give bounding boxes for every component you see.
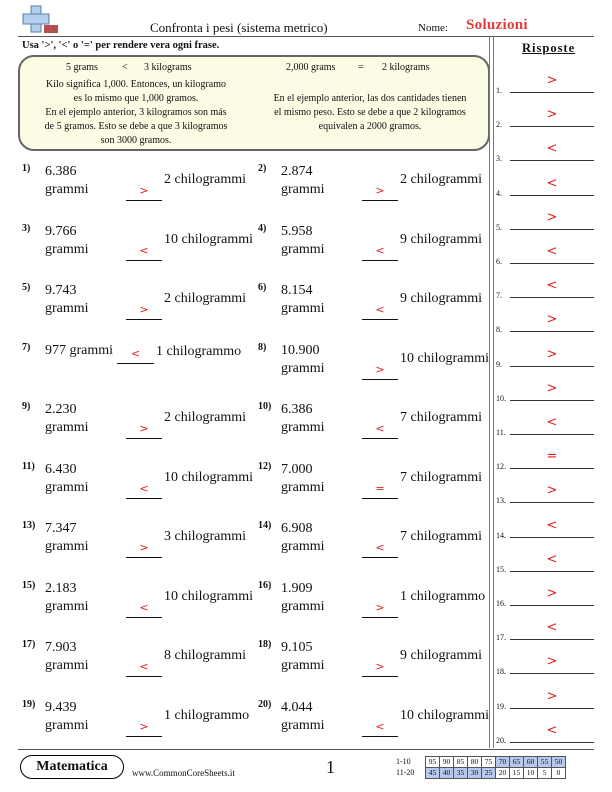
problem-left-value: 7.903 [45, 640, 77, 655]
problem-answer: > [139, 422, 149, 435]
answer-value: = [546, 449, 558, 465]
problem-answer: < [375, 719, 385, 733]
problem-left-unit: grammi [281, 658, 325, 673]
score-cell: 45 [426, 768, 440, 779]
answer-value: > [546, 688, 558, 704]
problem-left-value: 1.909 [281, 580, 313, 596]
problem-left-unit: grammi [45, 420, 89, 435]
score-cell: 15 [510, 768, 524, 779]
problem-answer: > [139, 184, 149, 197]
header-divider [18, 36, 594, 37]
page-number: 1 [326, 757, 335, 777]
answer-line [510, 502, 594, 503]
problem-right-value: 7 chilogrammi [400, 469, 483, 485]
answer-blank[interactable] [126, 736, 162, 737]
problem-left-value: 977 grammi [45, 342, 114, 358]
answer-line [510, 605, 594, 606]
answer-number: 2. [496, 120, 502, 130]
answer-blank[interactable] [362, 557, 398, 558]
problem-right-value: 8 chilogrammi [164, 648, 247, 663]
score-cell: 5 [538, 768, 552, 779]
problem-left-unit: grammi [45, 658, 89, 673]
problem-number: 14) [258, 520, 272, 531]
problem-left-value: 7.000 [281, 461, 313, 477]
problem-left-value: 9.743 [45, 283, 77, 298]
problem-left-value: 6.386 [281, 402, 313, 417]
example-left-a: 5 grams [66, 62, 98, 73]
score-cell: 55 [538, 757, 552, 768]
score-cell: 25 [482, 768, 496, 779]
problem-number: 5) [22, 282, 31, 293]
problem-left-value: 4.044 [281, 699, 313, 715]
answer-number: 15. [496, 564, 506, 574]
problem-answer: < [375, 541, 385, 554]
answer-number: 14. [496, 530, 506, 540]
answer-number: 17. [496, 633, 506, 643]
score-cell: 10 [524, 768, 538, 779]
problem-answer: > [375, 362, 385, 376]
answer-number: 16. [496, 599, 506, 608]
problem-number: 13) [22, 520, 36, 531]
answer-blank[interactable] [362, 260, 398, 261]
problem-left-value: 10.900 [281, 342, 320, 358]
problem-answer: < [139, 243, 149, 257]
problem-right-value: 3 chilogrammi [164, 529, 247, 544]
answer-number: 12. [496, 462, 506, 472]
problem-left-unit: grammi [45, 717, 89, 733]
answer-blank[interactable] [362, 736, 398, 737]
score-cell: 50 [552, 757, 566, 768]
problem-left-value: 9.439 [45, 699, 77, 715]
problem-right-value: 2 chilogrammi [164, 291, 247, 306]
answer-blank[interactable] [126, 319, 162, 320]
problem-answer: < [375, 303, 385, 316]
worksheet-title: Confronta i pesi (sistema metrico) [150, 20, 328, 35]
score-cell: 40 [440, 768, 454, 779]
example-right-explanation: En el ejemplo anterior, las dos cantidades tienen el mismo peso. Esto se debe a que 2 kilogramos equivalen a 2000 gramos. [273, 93, 467, 132]
answer-value: > [546, 107, 558, 123]
answer-number: 10. [496, 393, 506, 403]
problem-left-value: 7.347 [45, 521, 77, 536]
score-row-label: 1-10 [396, 757, 411, 766]
problem-left-unit: grammi [281, 182, 325, 197]
answer-line [510, 160, 594, 161]
problem-right-value: 7 chilogrammi [400, 529, 483, 544]
problem-left-unit: grammi [45, 241, 89, 257]
instructions: Usa '>', '<' o '=' per rendere vera ogni frase. [22, 40, 220, 51]
subject-badge: Matematica [20, 755, 124, 779]
problem-right-value: 10 chilogrammi [400, 350, 490, 366]
answer-blank[interactable] [362, 676, 398, 677]
column-divider-left [489, 36, 490, 748]
problem-left-unit: grammi [281, 539, 325, 554]
problem-number: 16) [258, 579, 272, 591]
answer-line [510, 92, 594, 93]
score-cell: 70 [496, 757, 510, 768]
answer-value: < [546, 551, 558, 567]
answer-value: < [546, 722, 558, 738]
answer-value: > [546, 380, 558, 396]
answer-value: < [546, 278, 558, 294]
answer-line [510, 537, 594, 538]
problem-answer: < [139, 600, 149, 614]
problem-answer: > [139, 541, 149, 554]
problem-number: 10) [258, 401, 272, 412]
problem-answer: < [139, 481, 149, 495]
answer-value: > [546, 312, 558, 328]
answer-line [510, 468, 594, 469]
problem-answer: < [139, 660, 149, 673]
score-row-label: 11-20 [396, 768, 415, 777]
problem-left-value: 2.874 [281, 164, 313, 179]
name-value: Soluzioni [466, 17, 528, 33]
problem-right-value: 10 chilogrammi [164, 588, 254, 604]
answer-line [510, 708, 594, 709]
answer-number: 8. [496, 325, 502, 335]
score-cell: 30 [468, 768, 482, 779]
problem-number: 15) [22, 579, 36, 591]
score-row [426, 768, 566, 779]
problem-left-unit: grammi [281, 241, 325, 257]
problem-left-value: 6.386 [45, 164, 77, 179]
problem-number: 18) [258, 639, 272, 650]
answer-line [510, 366, 594, 367]
problem-right-value: 1 chilogrammo [400, 588, 486, 604]
answer-value: > [546, 483, 558, 499]
answer-line [510, 571, 594, 572]
problem-answer: < [375, 243, 385, 257]
problem-right-value: 9 chilogrammi [400, 291, 483, 306]
answer-number: 13. [496, 496, 506, 506]
problem-left-unit: grammi [45, 539, 89, 554]
problem-number: 7) [22, 341, 31, 353]
answer-value: > [546, 346, 558, 362]
answer-blank[interactable] [126, 200, 162, 201]
problem-answer: > [375, 184, 385, 197]
answer-number: 4. [496, 188, 502, 198]
problem-number: 19) [22, 698, 36, 710]
problem-left-value: 6.430 [45, 461, 77, 477]
answer-blank[interactable] [117, 363, 154, 364]
answer-blank[interactable] [362, 617, 398, 618]
problem-number: 2) [258, 163, 267, 174]
answer-line [510, 331, 594, 332]
example-right-a: 2,000 grams [286, 62, 336, 73]
example-box [18, 55, 490, 151]
problem-left-unit: grammi [45, 479, 89, 495]
problem-number: 4) [258, 222, 267, 234]
problem-left-value: 5.958 [281, 223, 313, 239]
problem-number: 6) [258, 282, 267, 293]
score-cell: 65 [510, 757, 524, 768]
answer-line [510, 297, 594, 298]
problem-left-value: 2.183 [45, 580, 77, 596]
answer-value: < [546, 244, 558, 259]
problem-left-unit: grammi [281, 420, 325, 435]
problem-right-value: 2 chilogrammi [164, 172, 247, 187]
answer-line [510, 742, 594, 743]
problem-number: 9) [22, 401, 31, 412]
problem-answer: > [375, 600, 385, 614]
answer-blank[interactable] [126, 438, 162, 439]
answer-line [510, 434, 594, 435]
problem-number: 11) [22, 460, 35, 472]
answer-number: 6. [496, 257, 502, 266]
answer-value: < [546, 415, 558, 430]
answer-value: > [546, 586, 558, 601]
score-cell: 85 [454, 757, 468, 768]
problem-left-value: 6.908 [281, 521, 313, 536]
answer-blank[interactable] [362, 200, 398, 201]
problem-right-value: 10 chilogrammi [164, 231, 254, 247]
score-cell: 95 [426, 757, 440, 768]
answer-blank[interactable] [362, 319, 398, 320]
problem-right-value: 9 chilogrammi [400, 231, 483, 247]
answer-line [510, 400, 594, 401]
answer-value: < [546, 620, 558, 636]
answer-blank[interactable] [126, 498, 162, 499]
problem-right-value: 1 chilogrammo [156, 343, 242, 359]
example-left-explanation: Kilo significa 1,000. Entonces, un kilogramo es lo mismo que 1,000 gramos. En el ejemplo anterior, 3 kilogramos son más de 5 gramos. Esto se debe a que 3 kilogramos son 3000 gramos. [44, 79, 228, 146]
problem-left-unit: grammi [281, 598, 325, 614]
answers-title: Risposte [522, 41, 576, 55]
score-cell: 80 [468, 757, 482, 768]
problem-right-value: 9 chilogrammi [400, 648, 483, 663]
answer-blank[interactable] [362, 438, 398, 439]
answer-number: 18. [496, 667, 506, 677]
answer-line [510, 639, 594, 640]
answer-value: < [546, 175, 558, 191]
problem-left-unit: grammi [281, 717, 325, 733]
answer-number: 5. [496, 222, 502, 232]
answer-blank[interactable] [126, 557, 162, 558]
answer-line [510, 195, 594, 196]
answer-line [510, 126, 594, 127]
answer-line [510, 263, 594, 264]
problem-right-value: 10 chilogrammi [164, 469, 254, 485]
answer-blank[interactable] [126, 676, 162, 677]
footer-url: www.CommonCoreSheets.it [132, 768, 235, 778]
example-left-op: < [122, 62, 128, 73]
answer-number: 11. [496, 428, 506, 437]
problem-right-value: 2 chilogrammi [164, 410, 247, 425]
problem-left-unit: grammi [45, 182, 89, 197]
score-cell: 75 [482, 757, 496, 768]
answer-value: < [546, 517, 558, 533]
problem-answer: < [375, 422, 385, 435]
problem-number: 8) [258, 341, 267, 353]
problem-number: 20) [258, 698, 272, 710]
answer-number: 20. [496, 735, 506, 745]
answer-blank[interactable] [362, 498, 398, 499]
answer-line [510, 673, 594, 674]
problem-left-unit: grammi [45, 301, 89, 316]
problem-number: 1) [22, 163, 31, 174]
answer-line [510, 229, 594, 230]
problem-answer: < [130, 346, 141, 360]
answer-number: 3. [496, 154, 502, 164]
score-row [426, 757, 566, 768]
problem-left-value: 9.766 [45, 223, 77, 239]
answer-value: > [546, 654, 558, 670]
score-table [425, 756, 566, 779]
problem-number: 17) [22, 639, 36, 650]
score-cell: 60 [524, 757, 538, 768]
answer-number: 9. [496, 359, 502, 369]
score-cell: 0 [552, 768, 566, 779]
score-cell: 35 [454, 768, 468, 779]
problem-right-value: 1 chilogrammo [164, 707, 250, 723]
problem-left-unit: grammi [281, 360, 325, 376]
problem-left-value: 9.105 [281, 640, 313, 655]
problem-answer: > [139, 719, 149, 733]
answer-number: 1. [496, 86, 502, 95]
answer-number: 19. [496, 701, 506, 711]
answer-number: 7. [496, 291, 502, 301]
example-right-b: 2 kilograms [382, 62, 430, 73]
footer-divider [18, 749, 594, 750]
problem-number: 3) [22, 222, 31, 234]
problem-left-unit: grammi [281, 479, 325, 495]
answer-blank[interactable] [126, 260, 162, 261]
answer-value: > [546, 209, 558, 225]
problem-left-value: 8.154 [281, 283, 313, 298]
problem-left-unit: grammi [45, 598, 89, 614]
problem-answer: > [139, 303, 149, 316]
answer-blank[interactable] [362, 379, 398, 380]
score-cell: 20 [496, 768, 510, 779]
problem-left-value: 2.230 [45, 402, 77, 417]
problem-right-value: 2 chilogrammi [400, 172, 483, 187]
problem-right-value: 7 chilogrammi [400, 410, 483, 425]
problem-answer: = [375, 481, 385, 495]
plus-logo-icon [20, 4, 60, 34]
score-cell: 90 [440, 757, 454, 768]
problem-right-value: 10 chilogrammi [400, 707, 490, 723]
answer-value: < [546, 141, 558, 157]
name-label: Nome: [418, 22, 448, 34]
answer-blank[interactable] [126, 617, 162, 618]
example-left-b: 3 kilograms [144, 62, 192, 73]
example-right-op: = [358, 62, 364, 73]
problem-answer: > [375, 660, 385, 673]
problem-left-unit: grammi [281, 301, 325, 316]
problem-number: 12) [258, 460, 272, 472]
answer-value: > [546, 73, 558, 88]
column-divider-right [493, 36, 494, 748]
